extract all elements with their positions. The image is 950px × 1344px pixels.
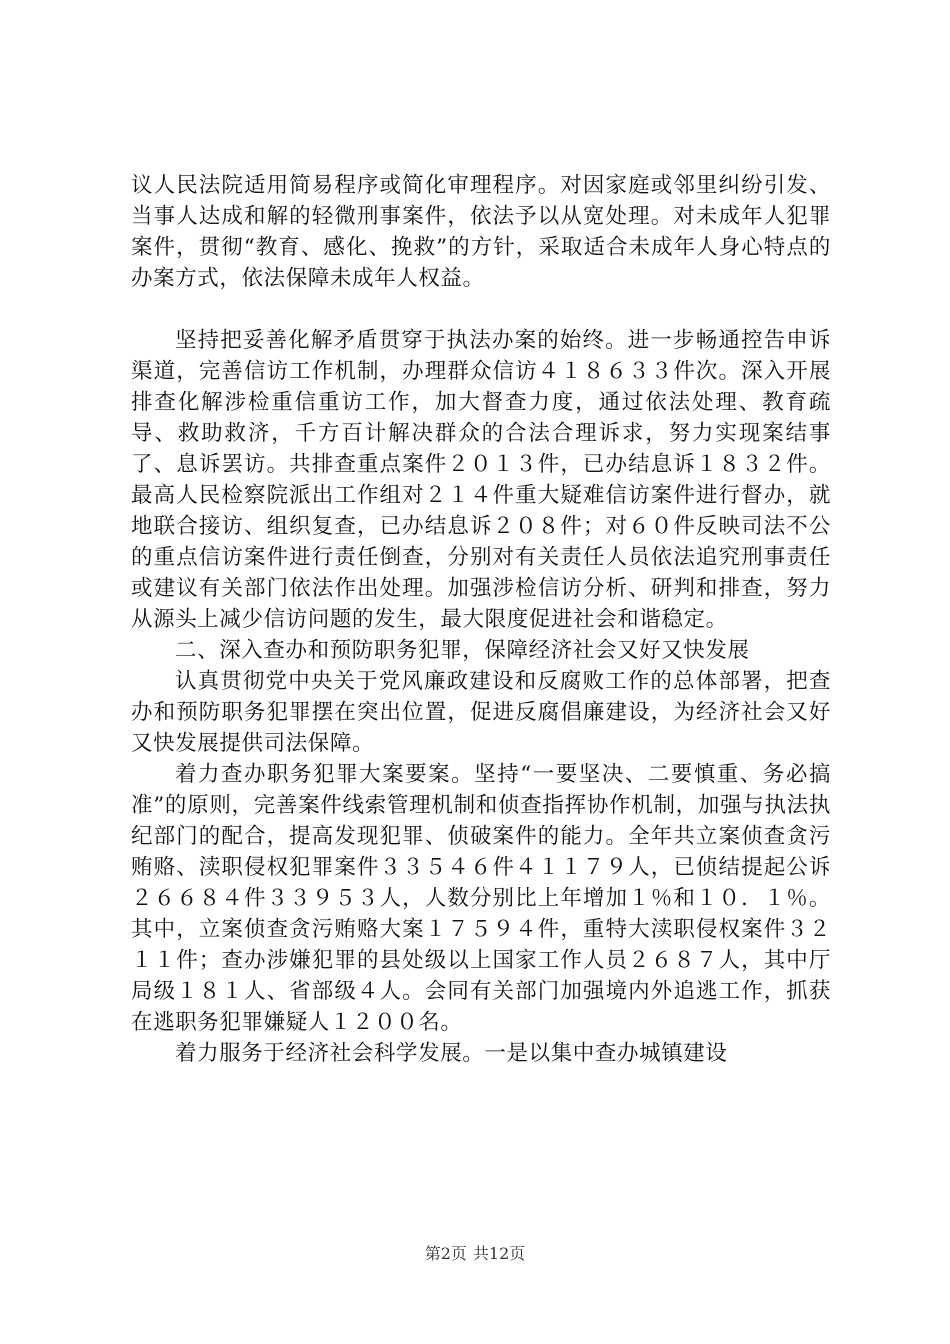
page-number: 第2页 bbox=[424, 1244, 467, 1263]
page-footer bbox=[0, 1244, 950, 1264]
paragraph-major-cases: 着力查办职务犯罪大案要案。坚持“一要坚决、二要慎重、务必搞准”的原则，完善案件线索管理机制和侦查指挥协作机制，加强与执法执纪部门的配合，提高发现犯罪、侦破案件的能力。全年共立案侦查贪污贿赂、渎职侵权犯罪案件３３５４６件４１１７９人，已侦结提起公诉２６６８４件３３９５３人，人数分别比上年增加１％和１０．１％。其中，立案侦查贪污贿赂大案１７５９４件，重特大渎职侵权案件３２１１件；查办涉嫌犯罪的县处级以上国家工作人员２６８７人，其中厅局级１８１人、省部级４人。会同有关部门加强境内外追逃工作，抓获在逃职务犯罪嫌疑人１２００名。 bbox=[131, 762, 831, 1035]
document-body bbox=[131, 170, 831, 1069]
page-total: 共12页 bbox=[472, 1244, 526, 1263]
paragraph-economic-development: 着力服务于经济社会科学发展。一是以集中查办城镇建设 bbox=[175, 1041, 728, 1066]
section-heading: 二、深入查办和预防职务犯罪，保障经济社会又好又快发展 bbox=[175, 638, 750, 663]
paragraph-continuation: 议人民法院适用简易程序或简化审理程序。对因家庭或邻里纠纷引发、当事人达成和解的轻微刑事案件，依法予以从宽处理。对未成年人犯罪案件，贯彻“教育、感化、挽救”的方针，采取适合未成年人身心特点的办案方式，依法保障未成年人权益。 bbox=[131, 173, 831, 291]
paragraph-anti-corruption: 认真贯彻党中央关于党风廉政建设和反腐败工作的总体部署，把查办和预防职务犯罪摆在突出位置，促进反腐倡廉建设，为经济社会又好又快发展提供司法保障。 bbox=[131, 669, 831, 756]
paragraph-petition-handling: 坚持把妥善化解矛盾贯穿于执法办案的始终。进一步畅通控告申诉渠道，完善信访工作机制，办理群众信访４１８６３３件次。深入开展排查化解涉检重信重访工作，加大督查力度，通过依法处理、教育疏导、救助救济，千方百计解决群众的合法合理诉求，努力实现案结事了、息诉罢访。共排查重点案件２０１３件，已办结息诉１８３２件。最高人民检察院派出工作组对２１４件重大疑难信访案件进行督办，就地联合接访、组织复查，已办结息诉２０８件；对６０件反映司法不公的重点信访案件进行责任倒查，分别对有关责任人员依法追究刑事责任或建议有关部门依法作出处理。加强涉检信访分析、研判和排查，努力从源头上减少信访问题的发生，最大限度促进社会和谐稳定。 bbox=[131, 328, 831, 632]
